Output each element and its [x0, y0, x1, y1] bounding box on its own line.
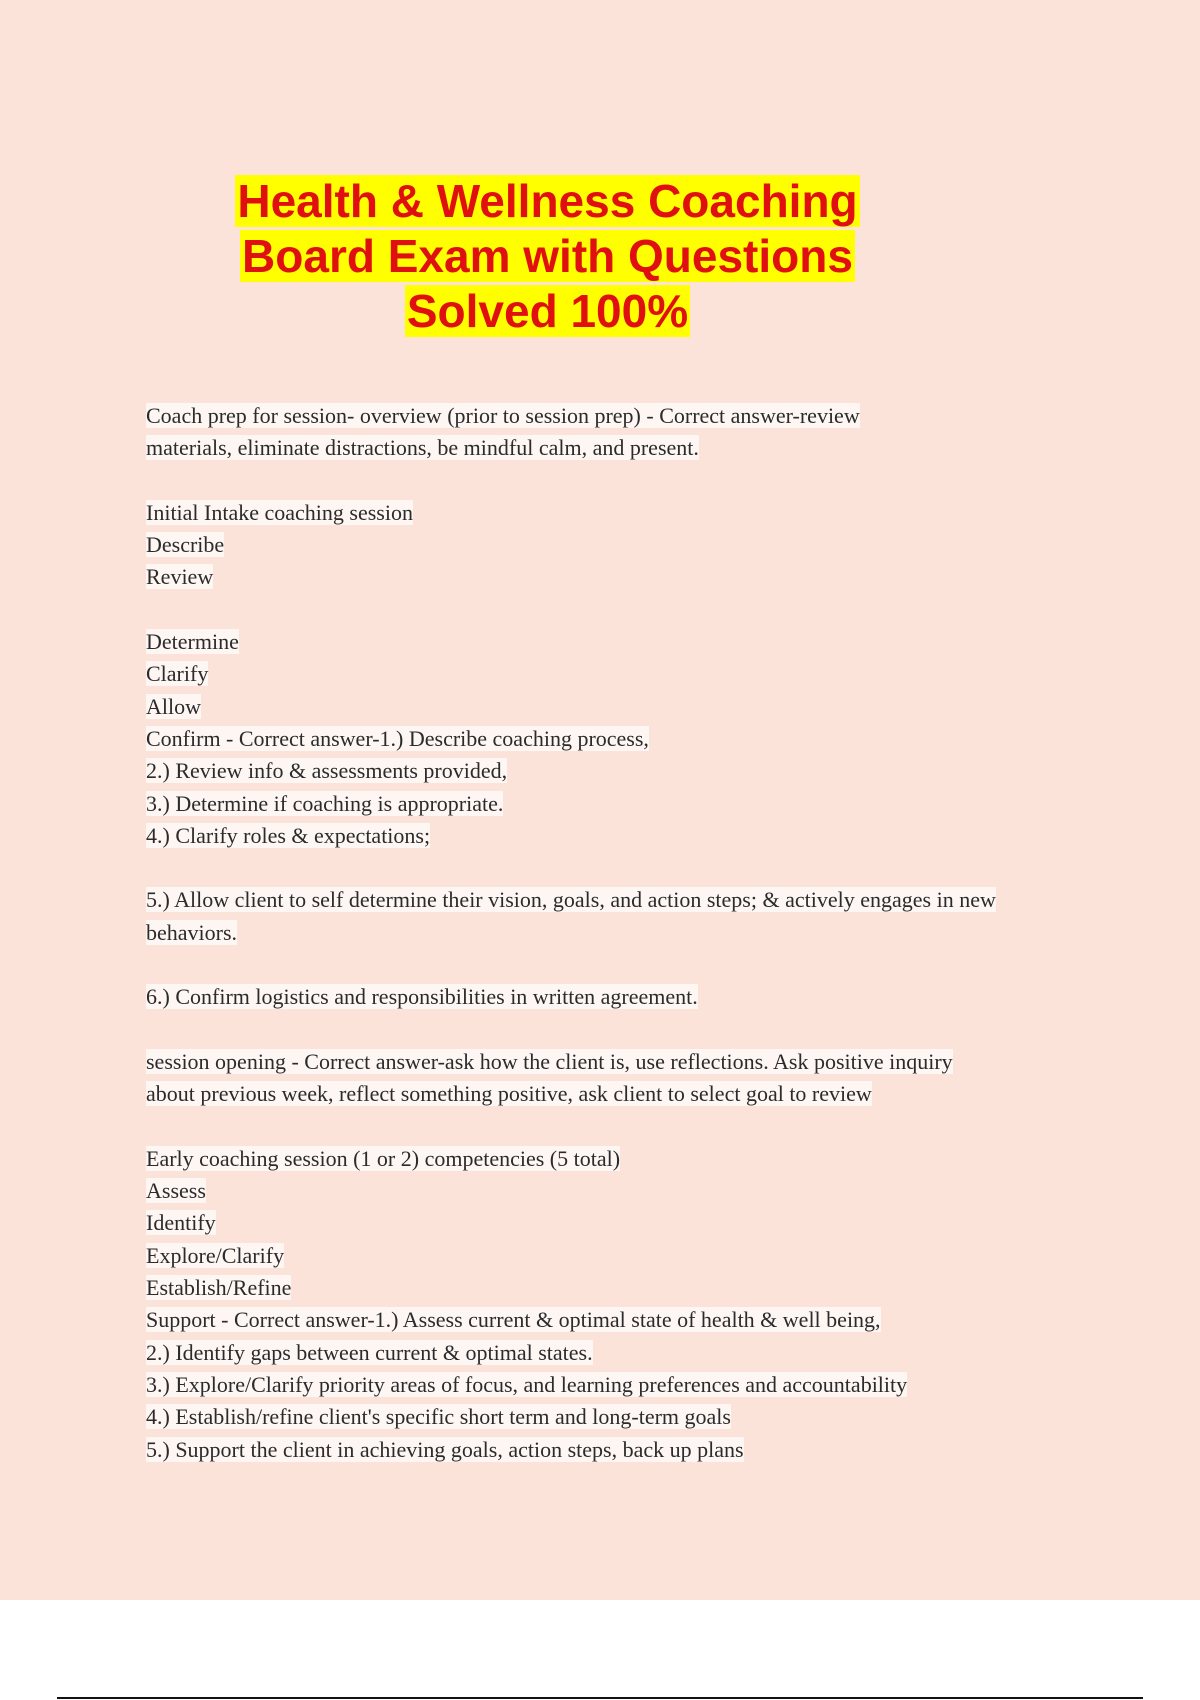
text-line: [146, 755, 1096, 787]
text-line-content: 4.) Clarify roles & expectations;: [146, 822, 431, 848]
title-line-2: Board Exam with Questions: [242, 230, 853, 282]
text-line: [146, 788, 1096, 820]
text-line: [146, 1175, 1096, 1207]
text-line: [146, 1143, 1096, 1175]
text-line-content: Determine: [146, 629, 239, 655]
text-line-content: Coach prep for session- overview (prior to session prep) - Correct answer-review: [146, 403, 860, 428]
text-line: [146, 1434, 1096, 1466]
paragraph-gap: [146, 949, 1096, 981]
text-line: [146, 981, 1096, 1013]
footer-divider: [57, 1697, 1143, 1699]
text-line: [146, 1401, 1096, 1433]
text-line-content: Confirm - Correct answer-1.) Describe coaching process,: [146, 725, 649, 751]
text-line-content: about previous week, reflect something positive, ask client to select goal to review: [146, 1081, 872, 1107]
text-line: [146, 432, 1096, 464]
text-line-content: Establish/Refine: [146, 1275, 292, 1301]
text-line-content: Describe: [146, 532, 225, 558]
text-line: [146, 626, 1096, 658]
text-line-content: 3.) Explore/Clarify priority areas of focus, and learning preferences and accountability: [146, 1371, 908, 1397]
text-line-content: Explore/Clarify: [146, 1242, 285, 1268]
text-line-content: Clarify: [146, 661, 209, 687]
title-line-3: Solved 100%: [406, 285, 689, 337]
text-line: [146, 820, 1096, 852]
text-line: [146, 561, 1096, 593]
text-line-content: behaviors.: [146, 919, 238, 945]
text-line-content: materials, eliminate distractions, be mindful calm, and present.: [146, 435, 699, 461]
text-line: [146, 400, 1096, 432]
text-line-content: Early coaching session (1 or 2) competencies (5 total): [146, 1145, 621, 1171]
text-line: [146, 1304, 1096, 1336]
text-line-content: Initial Intake coaching session: [146, 499, 413, 525]
text-line: [146, 529, 1096, 561]
text-line-content: 5.) Allow client to self determine their vision, goals, and action steps; & actively engages in new: [146, 887, 996, 913]
text-line: [146, 917, 1096, 949]
text-line-content: Support - Correct answer-1.) Assess current & optimal state of health & well being,: [146, 1307, 881, 1333]
paragraph-gap: [146, 852, 1096, 884]
text-line: [146, 1369, 1096, 1401]
text-line-content: 3.) Determine if coaching is appropriate.: [146, 790, 504, 816]
paragraph-gap: [146, 465, 1096, 497]
paragraph-gap: [146, 1014, 1096, 1046]
document-title: [180, 174, 915, 339]
text-line: [146, 1272, 1096, 1304]
text-line-content: Assess: [146, 1178, 206, 1204]
text-line: [146, 1078, 1096, 1110]
paragraph-gap: [146, 1111, 1096, 1143]
text-line-content: session opening - Correct answer-ask how the client is, use reflections. Ask positive inquiry: [146, 1048, 953, 1074]
text-line-content: Allow: [146, 693, 201, 719]
title-line-1: Health & Wellness Coaching: [237, 175, 858, 227]
text-line: [146, 1046, 1096, 1078]
text-line: [146, 497, 1096, 529]
text-line: [146, 1207, 1096, 1239]
text-line-content: 2.) Review info & assessments provided,: [146, 758, 508, 784]
text-line: [146, 884, 1096, 916]
document-body: [146, 400, 1096, 1466]
paragraph-gap: [146, 594, 1096, 626]
text-line: [146, 1240, 1096, 1272]
text-line: [146, 1337, 1096, 1369]
text-line-content: Review: [146, 564, 214, 590]
text-line-content: Identify: [146, 1210, 216, 1236]
text-line: [146, 723, 1096, 755]
text-line-content: 6.) Confirm logistics and responsibilities in written agreement.: [146, 984, 698, 1010]
text-line-content: 4.) Establish/refine client's specific short term and long-term goals: [146, 1404, 731, 1430]
text-line: [146, 691, 1096, 723]
text-line-content: 5.) Support the client in achieving goals, action steps, back up plans: [146, 1436, 744, 1462]
text-line-content: 2.) Identify gaps between current & optimal states.: [146, 1339, 593, 1365]
text-line: [146, 658, 1096, 690]
